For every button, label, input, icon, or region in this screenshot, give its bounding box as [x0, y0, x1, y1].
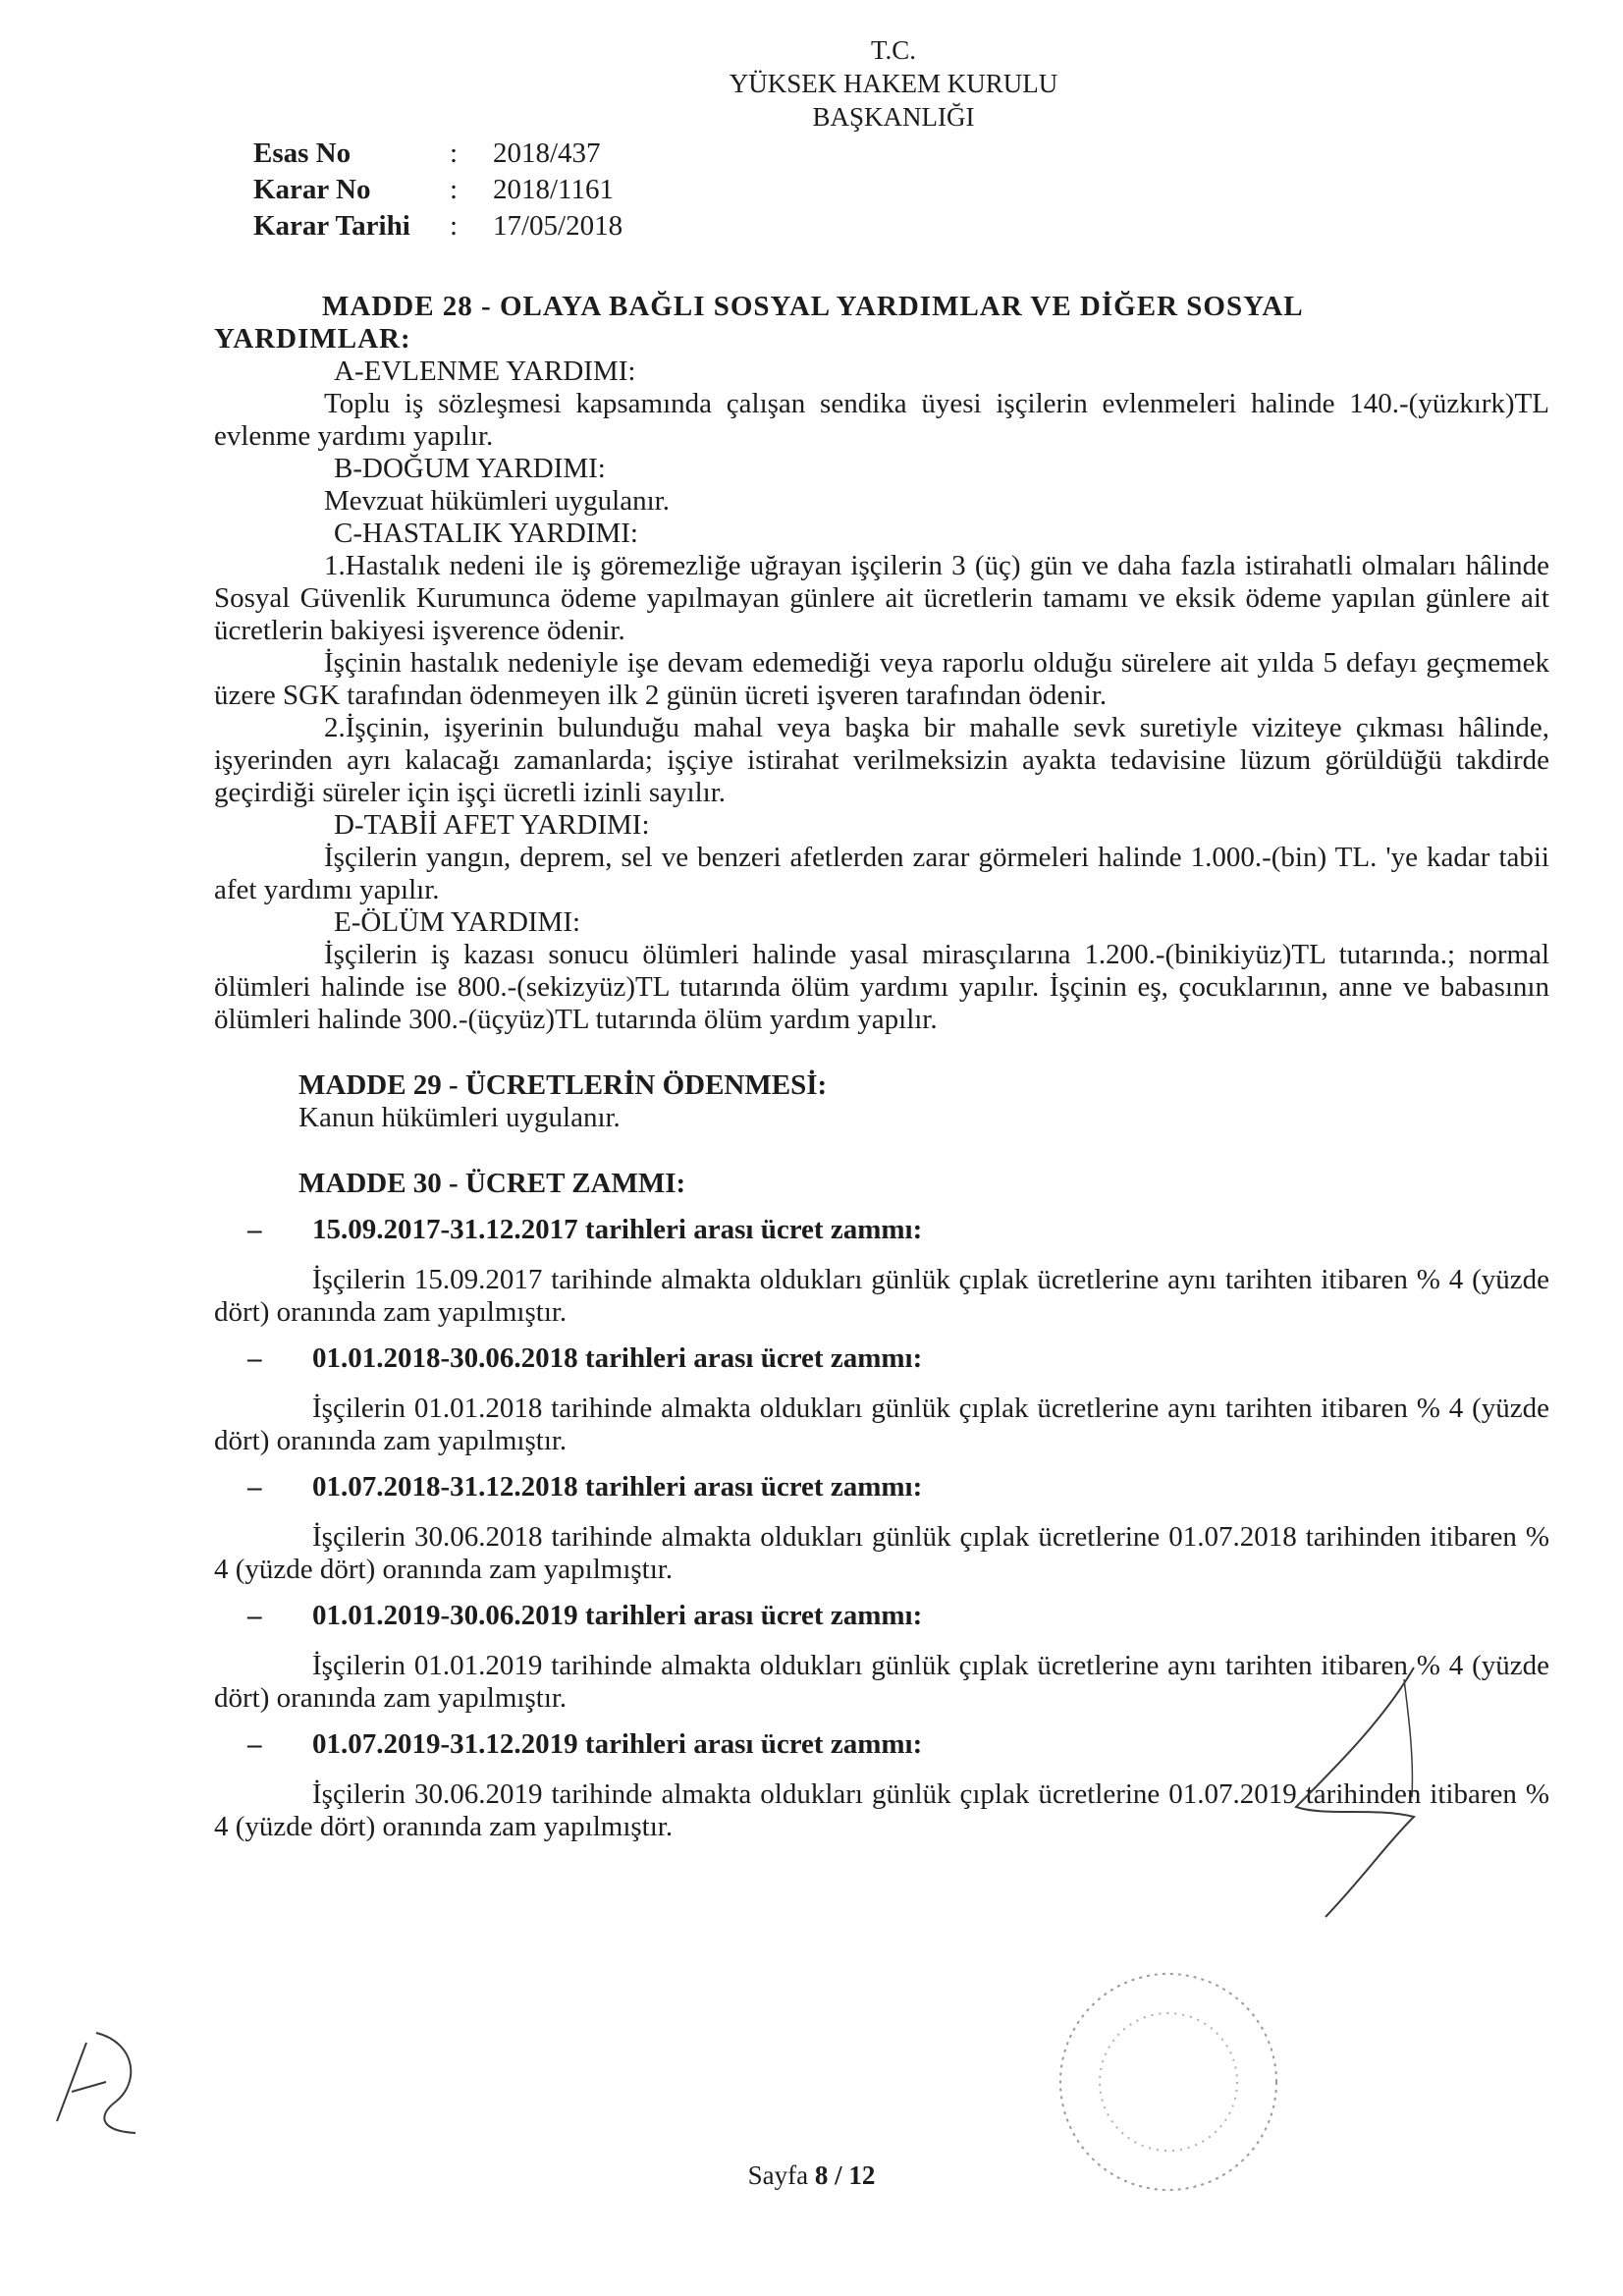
- raise-heading: [247, 1342, 1549, 1375]
- document-body: [214, 291, 1549, 1843]
- section-e-text: İşçilerin iş kazası sonucu ölümleri halinde yasal mirasçılarına 1.200.-(binikiyüz)TL tutarında.; normal ölümleri halinde ise 800.-(sekizyüz)TL tutarında ölüm yardımı yapılır. İşçinin eş, çocuklarının, anne ve babasının ölümleri halinde 300.-(üçyüz)TL tutarında ölüm yardım yapılır.: [214, 939, 1549, 1035]
- section-c-text-1: 1.Hastalık nedeni ile iş göremezliğe uğrayan işçilerin 3 (üç) gün ve daha fazla istirahatli olmaları hâlinde Sosyal Güvenlik Kurumunca ödeme yapılmayan günlere ait ücretlerin tamamı ve eksik ödeme yapılan günlere ait ücretlerin bakiyesi işverence ödenir.: [214, 550, 1549, 646]
- meta-value: 17/05/2018: [493, 210, 623, 242]
- meta-colon: :: [450, 210, 459, 242]
- madde29-text: Kanun hükümleri uygulanır.: [298, 1102, 621, 1133]
- madde28-title-cont: YARDIMLAR:: [214, 323, 411, 355]
- raise-heading-text: 01.01.2019-30.06.2019 tarihleri arası ücret zammı:: [312, 1600, 923, 1631]
- raise-text: İşçilerin 30.06.2018 tarihinde almakta oldukları günlük çıplak ücretlerine 01.07.2018 tarihinden itibaren % 4 (yüzde dört) oranında zam yapılmıştır.: [214, 1521, 1549, 1585]
- dash-bullet: –: [247, 1214, 262, 1245]
- meta-label: Karar No: [253, 174, 371, 205]
- meta-label: Esas No: [253, 137, 352, 169]
- dash-bullet: –: [247, 1471, 262, 1503]
- section-b-text: Mevzuat hükümleri uygulanır.: [324, 485, 670, 517]
- footer-prefix: Sayfa: [747, 2160, 809, 2190]
- institution-header: [677, 33, 1109, 134]
- initials-mark: [47, 2023, 155, 2141]
- meta-value: 2018/1161: [493, 174, 614, 205]
- case-meta: [253, 136, 622, 245]
- madde28-title: MADDE 28 - OLAYA BAĞLI SOSYAL YARDIMLAR VE DİĞER SOSYAL: [322, 291, 1304, 322]
- meta-colon: :: [450, 174, 459, 205]
- meta-row-karar: [253, 172, 622, 208]
- section-d-title: D-TABİİ AFET YARDIMI:: [334, 809, 650, 841]
- raise-text: İşçilerin 01.01.2019 tarihinde almakta oldukları günlük çıplak ücretlerine aynı tarihten itibaren % 4 (yüzde dört) oranında zam yapılmıştır.: [214, 1650, 1549, 1714]
- header-line-tc: T.C.: [871, 35, 916, 65]
- section-e-title: E-ÖLÜM YARDIMI:: [334, 906, 581, 938]
- raise-text: İşçilerin 30.06.2019 tarihinde almakta oldukları günlük çıplak ücretlerine 01.07.2019 tarihinden itibaren % 4 (yüzde dört) oranında zam yapılmıştır.: [214, 1778, 1549, 1842]
- madde30-title: MADDE 30 - ÜCRET ZAMMI:: [298, 1168, 686, 1199]
- meta-row-tarih: [253, 208, 622, 245]
- section-b-title: B-DOĞUM YARDIMI:: [334, 453, 606, 484]
- section-c-text-3: 2.İşçinin, işyerinin bulunduğu mahal veya başka bir mahalle sevk suretiyle viziteye çıkması hâlinde, işyerinden ayrı kalacağı zamanlarda; işçiye istirahat verilmeksizin ayakta tedavisine lüzum görüldüğü takdirde geçirdiği süreler için işçi ücretli izinli sayılır.: [214, 712, 1549, 808]
- raise-text: İşçilerin 01.01.2018 tarihinde almakta oldukları günlük çıplak ücretlerine aynı tarihten itibaren % 4 (yüzde dört) oranında zam yapılmıştır.: [214, 1393, 1549, 1456]
- page-footer: [0, 2160, 1623, 2191]
- dash-bullet: –: [247, 1728, 262, 1760]
- raise-heading-text: 01.07.2018-31.12.2018 tarihleri arası ücret zammı:: [312, 1471, 923, 1503]
- meta-colon: :: [450, 137, 459, 169]
- meta-value: 2018/437: [493, 137, 601, 169]
- meta-label: Karar Tarihi: [253, 210, 410, 242]
- meta-row-esas: [253, 136, 622, 172]
- signature-mark: [1267, 1660, 1434, 1925]
- raise-heading-text: 01.01.2018-30.06.2018 tarihleri arası ücret zammı:: [312, 1342, 923, 1374]
- section-c-text-2: İşçinin hastalık nedeniyle işe devam edemediği veya raporlu olduğu sürelere ait yılda 5 defayı geçmemek üzere SGK tarafından ödenmeyen ilk 2 günün ücreti işveren tarafından ödenir.: [214, 647, 1549, 711]
- section-a-title: A-EVLENME YARDIMI:: [334, 355, 636, 387]
- page-number: 8 / 12: [814, 2160, 876, 2190]
- dash-bullet: –: [247, 1342, 262, 1374]
- section-a-text: Toplu iş sözleşmesi kapsamında çalışan sendika üyesi işçilerin evlenmeleri halinde 140.-(yüzkırk)TL evlenme yardımı yapılır.: [214, 388, 1549, 452]
- header-line-institution: YÜKSEK HAKEM KURULU: [729, 69, 1058, 98]
- section-d-text: İşçilerin yangın, deprem, sel ve benzeri afetlerden zarar görmeleri halinde 1.000.-(bin) TL. 'ye kadar tabii afet yardımı yapılır.: [214, 842, 1549, 905]
- dash-bullet: –: [247, 1600, 262, 1631]
- madde29-title: MADDE 29 - ÜCRETLERİN ÖDENMESİ:: [298, 1069, 828, 1101]
- raise-heading: [247, 1214, 1549, 1246]
- raise-text: İşçilerin 15.09.2017 tarihinde almakta oldukları günlük çıplak ücretlerine aynı tarihten itibaren % 4 (yüzde dört) oranında zam yapılmıştır.: [214, 1264, 1549, 1328]
- section-c-title: C-HASTALIK YARDIMI:: [334, 518, 638, 549]
- raise-heading: [247, 1471, 1549, 1503]
- raise-heading: [247, 1600, 1549, 1632]
- raise-heading-text: 01.07.2019-31.12.2019 tarihleri arası ücret zammı:: [312, 1728, 923, 1760]
- header-line-presidency: BAŞKANLIĞI: [812, 102, 975, 132]
- raise-heading-text: 15.09.2017-31.12.2017 tarihleri arası ücret zammı:: [312, 1214, 923, 1245]
